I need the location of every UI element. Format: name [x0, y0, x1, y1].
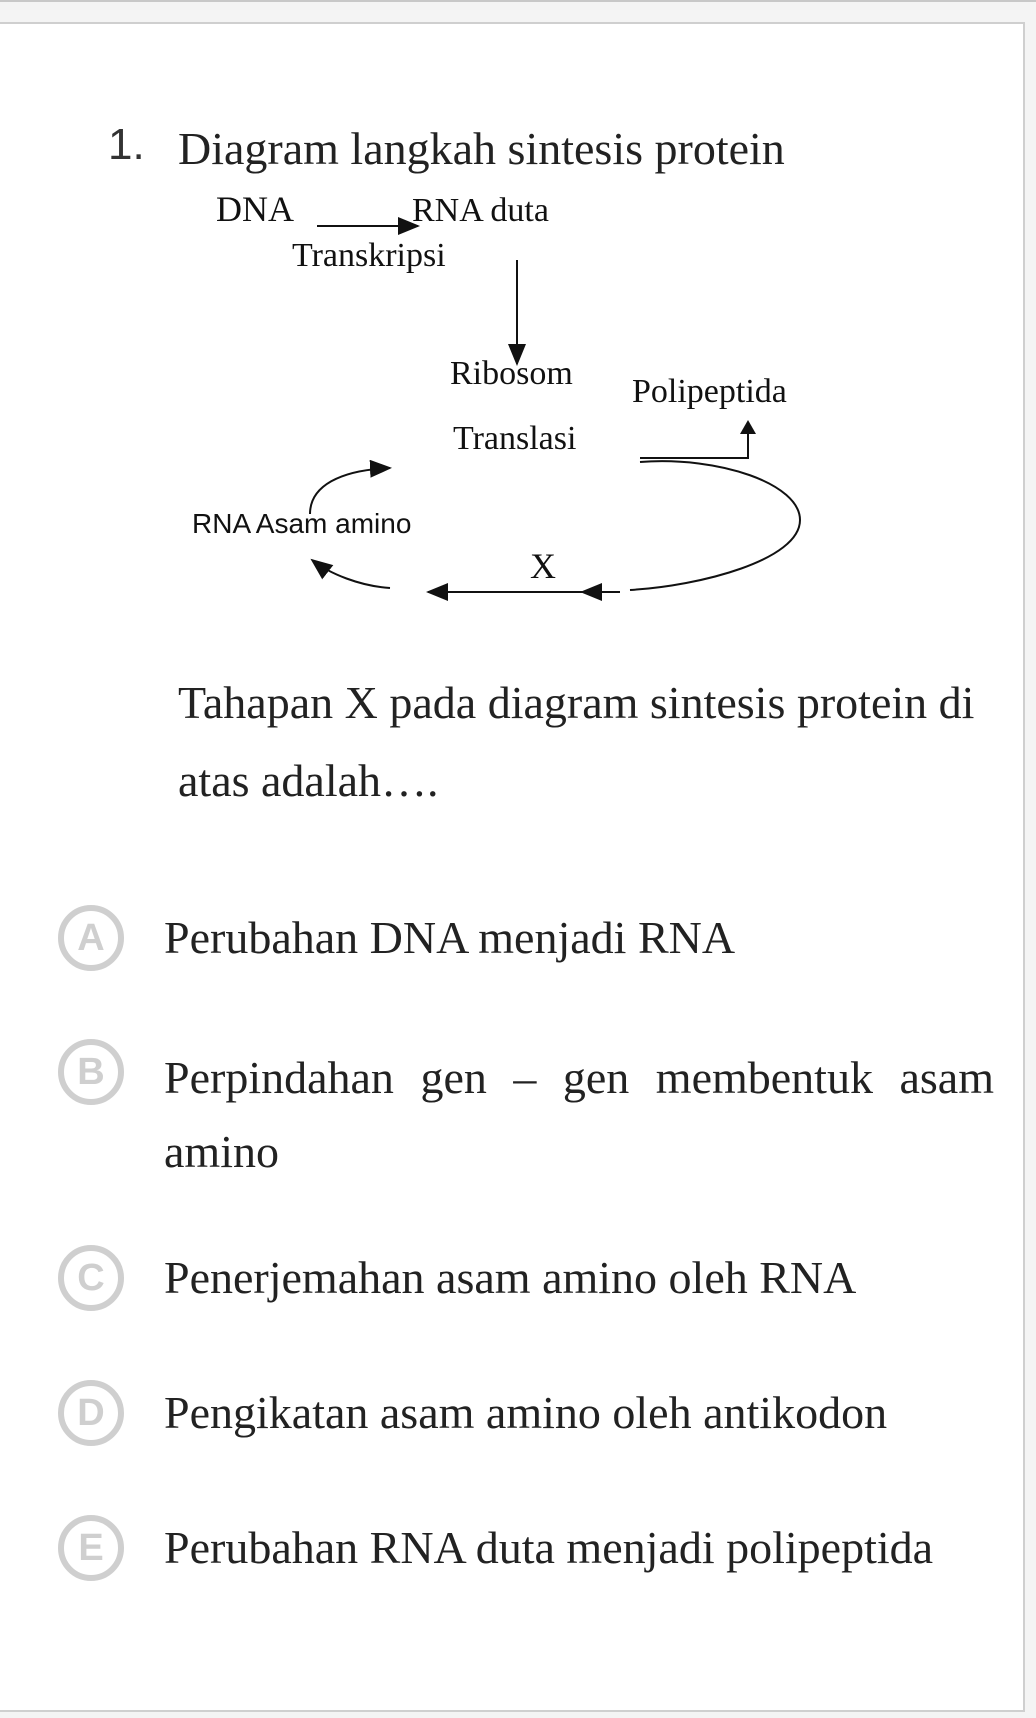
x-label: X [530, 546, 556, 586]
option-d[interactable] [58, 1380, 998, 1454]
option-e-badge: E [58, 1515, 124, 1581]
question-card [0, 22, 1025, 1712]
option-b-badge: B [58, 1039, 124, 1105]
protein-synthesis-diagram [180, 194, 830, 624]
option-c[interactable] [58, 1245, 998, 1319]
polypeptide-connector [640, 428, 748, 458]
question-number: 1. [108, 120, 145, 169]
ribosome-label: Ribosom [450, 355, 573, 392]
option-e[interactable] [58, 1515, 998, 1589]
return-arrow [312, 560, 390, 588]
option-c-text: Penerjemahan asam amino oleh RNA [164, 1252, 857, 1303]
mrna-label: RNA duta [412, 194, 549, 229]
top-divider [0, 0, 1036, 2]
option-d-badge: D [58, 1380, 124, 1446]
option-d-text: Pengikatan asam amino oleh antikodon [164, 1387, 888, 1438]
option-e-text: Perubahan RNA duta menjadi polipeptida [164, 1522, 934, 1573]
polypeptide-label: Polipeptida [632, 373, 787, 410]
polypeptide-arrowhead [740, 420, 756, 434]
dna-label: DNA [216, 194, 294, 229]
option-b-text: Perpindahan gen – gen membentuk asam amino [164, 1052, 994, 1177]
transcription-label: Transkripsi [292, 237, 446, 274]
option-c-badge: C [58, 1245, 124, 1311]
option-a-text: Perubahan DNA menjadi RNA [164, 912, 736, 963]
option-a[interactable] [58, 905, 998, 979]
question-title: Diagram langkah sintesis protein [178, 123, 785, 174]
trna-amino-label: RNA Asam amino [192, 508, 412, 539]
translation-label: Translasi [453, 420, 577, 457]
translation-loop [630, 461, 800, 590]
option-a-badge: A [58, 905, 124, 971]
option-b[interactable] [58, 1039, 998, 1189]
question-prompt: Tahapan X pada diagram sintesis protein di atas adalah…. [178, 677, 975, 806]
